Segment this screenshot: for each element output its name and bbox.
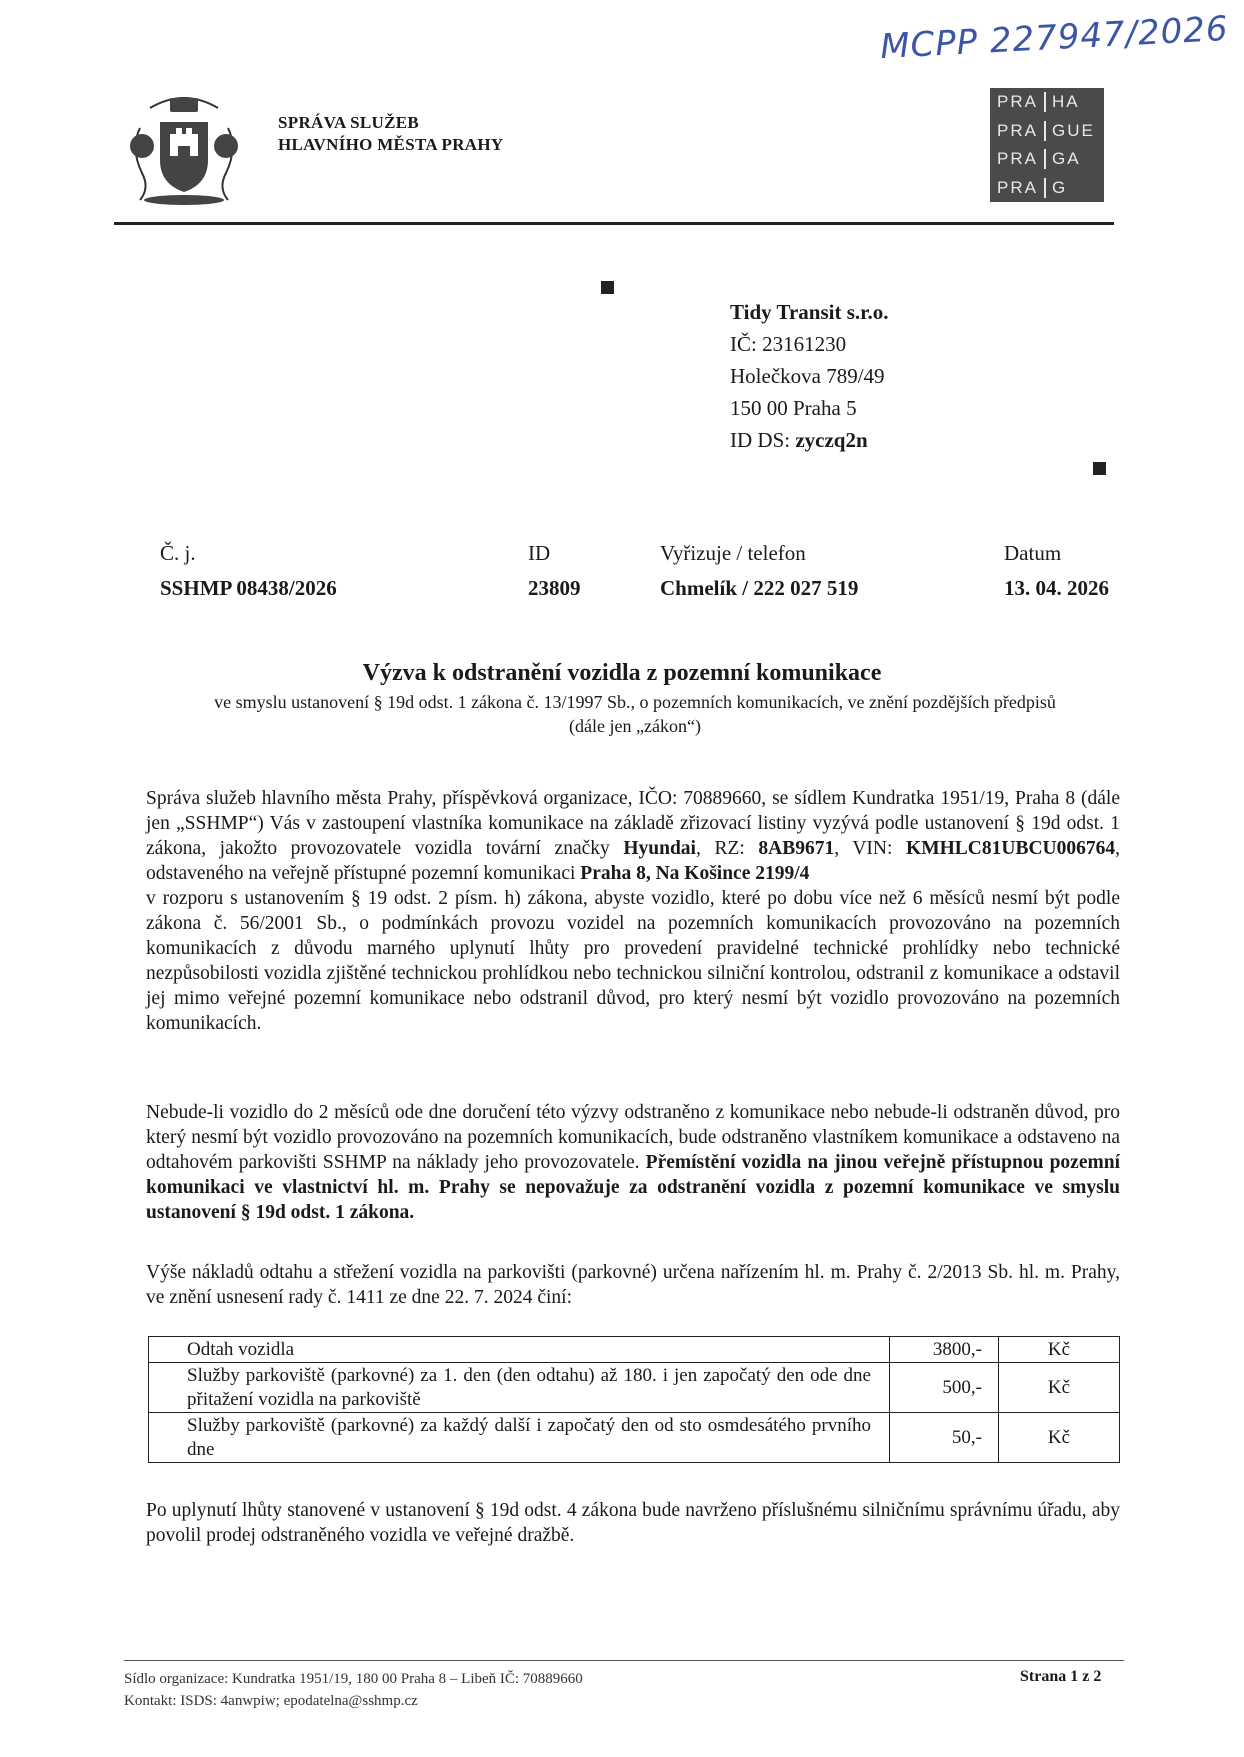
fee-currency: Kč: [999, 1337, 1120, 1363]
handler-value: Chmelík / 222 027 519: [660, 576, 859, 600]
fee-currency: Kč: [999, 1413, 1120, 1463]
document-date: [1004, 536, 1109, 606]
fee-amount: 500,-: [890, 1363, 999, 1413]
footer-divider: [124, 1660, 1124, 1661]
date-label: Datum: [1004, 541, 1062, 565]
footer-address: Sídlo organizace: Kundratka 1951/19, 180 00 Praha 8 – Libeň IČ: 70889660: [124, 1671, 583, 1687]
organization-name-line2: HLAVNÍHO MĚSTA PRAHY: [278, 135, 504, 154]
address-window-mark: [1093, 462, 1106, 475]
fee-description: Odtah vozidla: [149, 1337, 890, 1363]
organization-name: [278, 112, 503, 156]
document-id-label: ID: [528, 541, 551, 565]
table-row: [149, 1413, 1120, 1463]
vehicle-plate: 8AB9671: [758, 838, 835, 859]
address-window-mark: [601, 281, 614, 294]
document-subtitle: ve smyslu ustanovení § 19d odst. 1 zákona č. 13/1997 Sb., o pozemních komunikacích, ve znění pozdějších předpisů (dále jen „zákon“): [214, 692, 1056, 736]
organization-name-line1: SPRÁVA SLUŽEB: [278, 113, 420, 132]
recipient-address: [730, 296, 889, 456]
reference-label: Č. j.: [160, 541, 196, 565]
paragraph-fees-intro: Výše nákladů odtahu a střežení vozidla na parkovišti (parkovné) určena nařízením hl. m. Prahy č. 2/2013 Sb. hl. m. Prahy, ve znění usnesení rady č. 1411 ze dne 22. 7. 2024 činí:: [146, 1262, 1120, 1308]
logo-row: PRA GA: [990, 145, 1104, 174]
recipient-city: 150 00 Praha 5: [730, 396, 857, 420]
recipient-name: Tidy Transit s.r.o.: [730, 300, 889, 324]
footer-contact: [124, 1668, 583, 1712]
fee-currency: Kč: [999, 1363, 1120, 1413]
fee-amount: 3800,-: [890, 1337, 999, 1363]
prague-coat-of-arms-logo: [120, 88, 248, 206]
relocation-notice: Přemístění vozidla na jinou veřejně přístupnou pozemní komunikaci ve vlastnictví hl. m. Prahy se nepovažuje za odstranění vozidla z pozemní komunikace ve smyslu ustanovení § 19d odst. 1 zákona.: [146, 1152, 1120, 1223]
handler-label: Vyřizuje / telefon: [660, 541, 806, 565]
recipient-ic: IČ: 23161230: [730, 332, 847, 356]
paragraph-summons: Správa služeb hlavního města Prahy, příspěvková organizace, IČO: 70889660, se sídlem Kundratka 1951/19, Praha 8 (dále jen „SSHMP“) Vás v zastoupení vlastníka komunikace na základě zřizovací listiny vyzývá podle ustanovení § 19d odst. 1 zákona, jakožto provozovatele vozidla tovární značky Hyundai, RZ: 8AB9671, VIN: KMHLC81UBCU006764, odstaveného na veřejně přístupné pozemní komunikaci Praha 8, Na Košince 2199/4 v rozporu s ustanovením § 19 odst. 2 písm. h) zákona, abyste vozidlo, které po dobu více než 6 měsíců nesmí být podle zákona č. 56/2001 Sb., o podmínkách provozu vozidel na pozemních komunikacích provozováno na pozemních komunikacích z důvodu marného uplynutí lhůty pro provedení pravidelné technické prohlídky nebo technické nezpůsobilosti vozidla zjištěné technickou prohlídkou nebo technickou silniční kontrolou, odstranil z komunikace a odstavil jej mimo veřejné pozemní komunikace nebo odstranil důvod, pro který nesmí být vozidlo provozováno na pozemních komunikacích.: [146, 788, 1120, 1034]
reference-number: [160, 536, 337, 606]
recipient-databox-id: zyczq2n: [795, 428, 868, 452]
page-number: Strana 1 z 2: [1020, 1668, 1102, 1685]
footer-contact-line: Kontakt: ISDS: 4anwpiw; epodatelna@sshmp.cz: [124, 1693, 418, 1709]
table-row: [149, 1337, 1120, 1363]
vehicle-location: Praha 8, Na Košince 2199/4: [580, 863, 810, 884]
fees-table: [148, 1336, 1120, 1463]
reference-value: SSHMP 08438/2026: [160, 576, 337, 600]
praha-city-logo: [990, 88, 1104, 202]
recipient-databox: ID DS: zyczq2n: [730, 428, 868, 452]
handler: [660, 536, 858, 606]
document-id: [528, 536, 581, 606]
logo-row: PRA HA: [990, 88, 1104, 117]
document-title: Výzva k odstranění vozidla z pozemní komunikace: [362, 660, 882, 686]
vehicle-vin: KMHLC81UBCU006764: [906, 838, 1116, 859]
paragraph-auction: Po uplynutí lhůty stanovené v ustanovení § 19d odst. 4 zákona bude navrženo příslušnému silničnímu správnímu úřadu, aby povolil prodej odstraněného vozidla ve veřejné dražbě.: [146, 1500, 1120, 1546]
recipient-street: Holečkova 789/49: [730, 364, 885, 388]
fee-amount: 50,-: [890, 1413, 999, 1463]
header-divider: [114, 222, 1114, 225]
vehicle-brand: Hyundai: [623, 838, 696, 859]
table-row: [149, 1363, 1120, 1413]
logo-row: PRA GUE: [990, 117, 1104, 146]
handwritten-registration-number: MCPP 227947/2026: [879, 8, 1230, 68]
date-value: 13. 04. 2026: [1004, 576, 1109, 600]
fee-description: Služby parkoviště (parkovné) za každý další i započatý den od sto osmdesátého prvního dne: [149, 1413, 890, 1463]
document-id-value: 23809: [528, 576, 581, 600]
fee-description: Služby parkoviště (parkovné) za 1. den (den odtahu) až 180. i jen započatý den ode dne přitažení vozidla na parkoviště: [149, 1363, 890, 1413]
logo-row: PRA G: [990, 174, 1104, 203]
paragraph-consequences: Nebude-li vozidlo do 2 měsíců ode dne doručení této výzvy odstraněno z komunikace nebo nebude-li odstraněn důvod, pro který nesmí být vozidlo provozováno na pozemních komunikacích, bude odstraněno vlastníkem komunikace a odstaveno na odtahovém parkovišti SSHMP na náklady jeho provozovatele. Přemístění vozidla na jinou veřejně přístupnou pozemní komunikaci ve vlastnictví hl. m. Prahy se nepovažuje za odstranění vozidla z pozemní komunikace ve smyslu ustanovení § 19d odst. 1 zákona.: [146, 1102, 1120, 1223]
